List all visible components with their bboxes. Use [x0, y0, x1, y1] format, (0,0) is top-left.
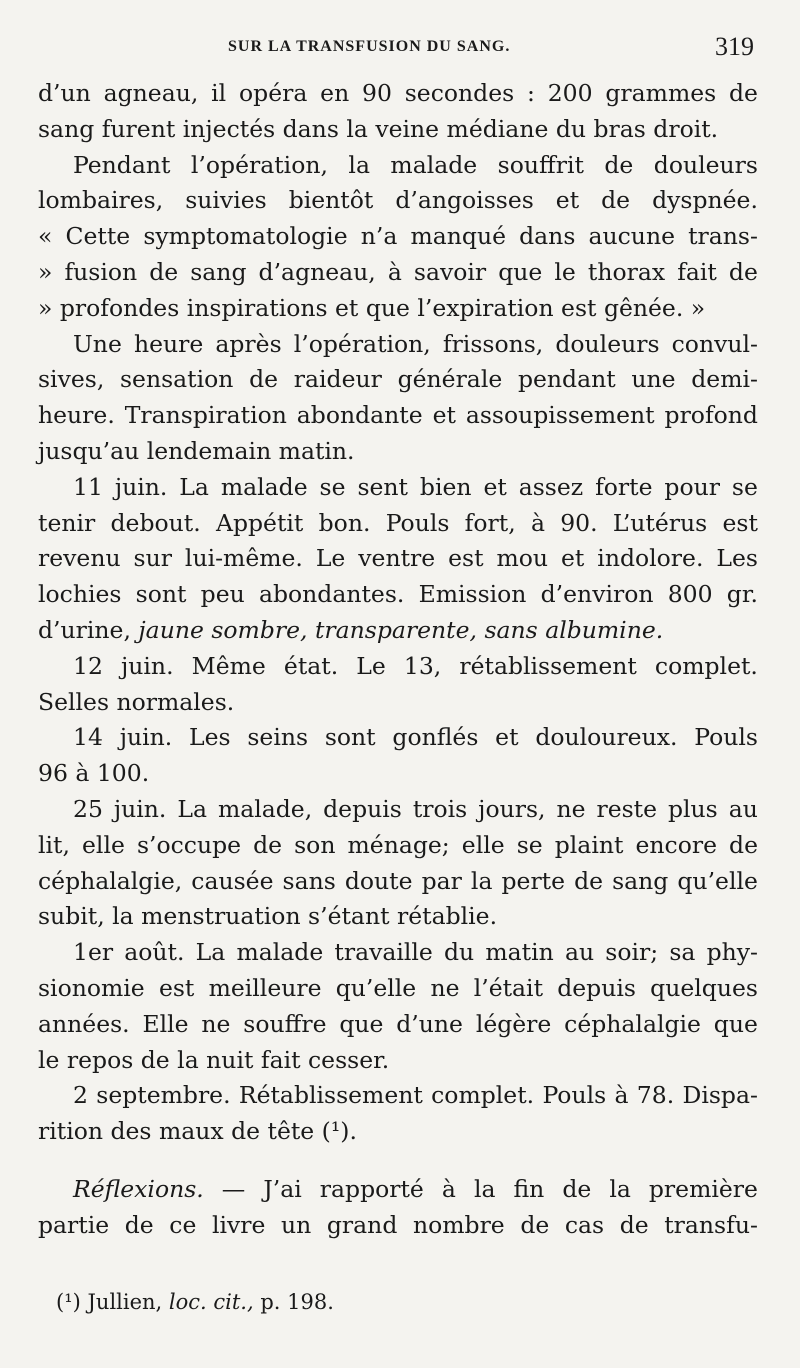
text-line: » profondes inspirations et que l’expiration est gênée. »	[38, 293, 706, 322]
text-line: d’un agneau, il opéra en 90 secondes : 200 grammes de	[38, 79, 758, 107]
text-line: partie de ce livre un grand nombre de cas de transfu-	[38, 1210, 758, 1239]
footnote	[56, 1290, 334, 1314]
paragraph-spacer	[38, 1150, 758, 1172]
body-text	[38, 76, 758, 1244]
italic-phrase: jaune sombre, transparente, sans albumine.	[138, 615, 664, 644]
page-header	[0, 32, 800, 64]
text-line: 96 à 100.	[38, 759, 150, 788]
text-line: le repos de la nuit fait cesser.	[38, 1045, 390, 1074]
footnote-marker: (¹)	[56, 1290, 81, 1314]
text-line: sives, sensation de raideur générale pendant une demi-	[38, 365, 758, 394]
text-line: 2 septembre. Rétablissement complet. Pouls à 78. Dispa-	[73, 1081, 758, 1110]
text-line: subit, la menstruation s’étant rétablie.	[38, 902, 498, 931]
footnote-ref: loc. cit.,	[168, 1290, 254, 1314]
text-line: lit, elle s’occupe de son ménage; elle se plaint encore de	[38, 830, 758, 859]
text-line: rition des maux de tête (¹).	[38, 1117, 357, 1146]
text-line: tenir debout. Appétit bon. Pouls fort, à 90. L’utérus est	[38, 508, 758, 537]
text-line: 25 juin. La malade, depuis trois jours, ne reste plus au	[73, 794, 758, 823]
text-line: » fusion de sang d’agneau, à savoir que le thorax fait de	[38, 257, 758, 286]
text-line: Une heure après l’opération, frissons, douleurs convul-	[73, 329, 758, 358]
text-line: Pendant l’opération, la malade souffrit de douleurs	[73, 150, 758, 179]
reflexions-line: Réflexions. — J’ai rapporté à la fin de la première	[38, 1172, 758, 1208]
text-line: heure. Transpiration abondante et assoupissement profond	[38, 401, 758, 430]
reflexions-label: Réflexions.	[73, 1174, 204, 1203]
text-line: 11 juin. La malade se sent bien et assez forte pour se	[73, 472, 758, 501]
running-head: SUR LA TRANSFUSION DU SANG.	[228, 38, 511, 55]
text-line: 12 juin. Même état. Le 13, rétablissement complet.	[73, 651, 758, 680]
page-number: 319	[715, 32, 754, 61]
text-line: céphalalgie, causée sans doute par la perte de sang qu’elle	[38, 866, 758, 895]
text-line: « Cette symptomatologie n’a manqué dans aucune trans-	[38, 222, 758, 251]
text-line: années. Elle ne souffre que d’une légère céphalalgie que	[38, 1009, 758, 1038]
text-line: lochies sont peu abondantes. Emission d’environ 800 gr.	[38, 580, 758, 609]
text-line: Selles normales.	[38, 687, 235, 716]
text-line: sang furent injectés dans la veine médiane du bras droit.	[38, 114, 719, 143]
footnote-page: p. 198.	[260, 1290, 334, 1314]
text-line: d’urine, jaune sombre, transparente, sans albumine.	[38, 613, 758, 649]
text-line: lombaires, suivies bientôt d’angoisses et de dyspnée.	[38, 186, 758, 215]
text-line: sionomie est meilleure qu’elle ne l’était depuis quelques	[38, 973, 758, 1002]
footnote-author: Jullien,	[87, 1290, 163, 1314]
text-line: 14 juin. Les seins sont gonflés et douloureux. Pouls	[73, 723, 758, 752]
text-line: 1er août. La malade travaille du matin au soir; sa phy-	[73, 938, 758, 967]
text-line: revenu sur lui-même. Le ventre est mou et indolore. Les	[38, 544, 758, 573]
text-line: jusqu’au lendemain matin.	[38, 436, 355, 465]
